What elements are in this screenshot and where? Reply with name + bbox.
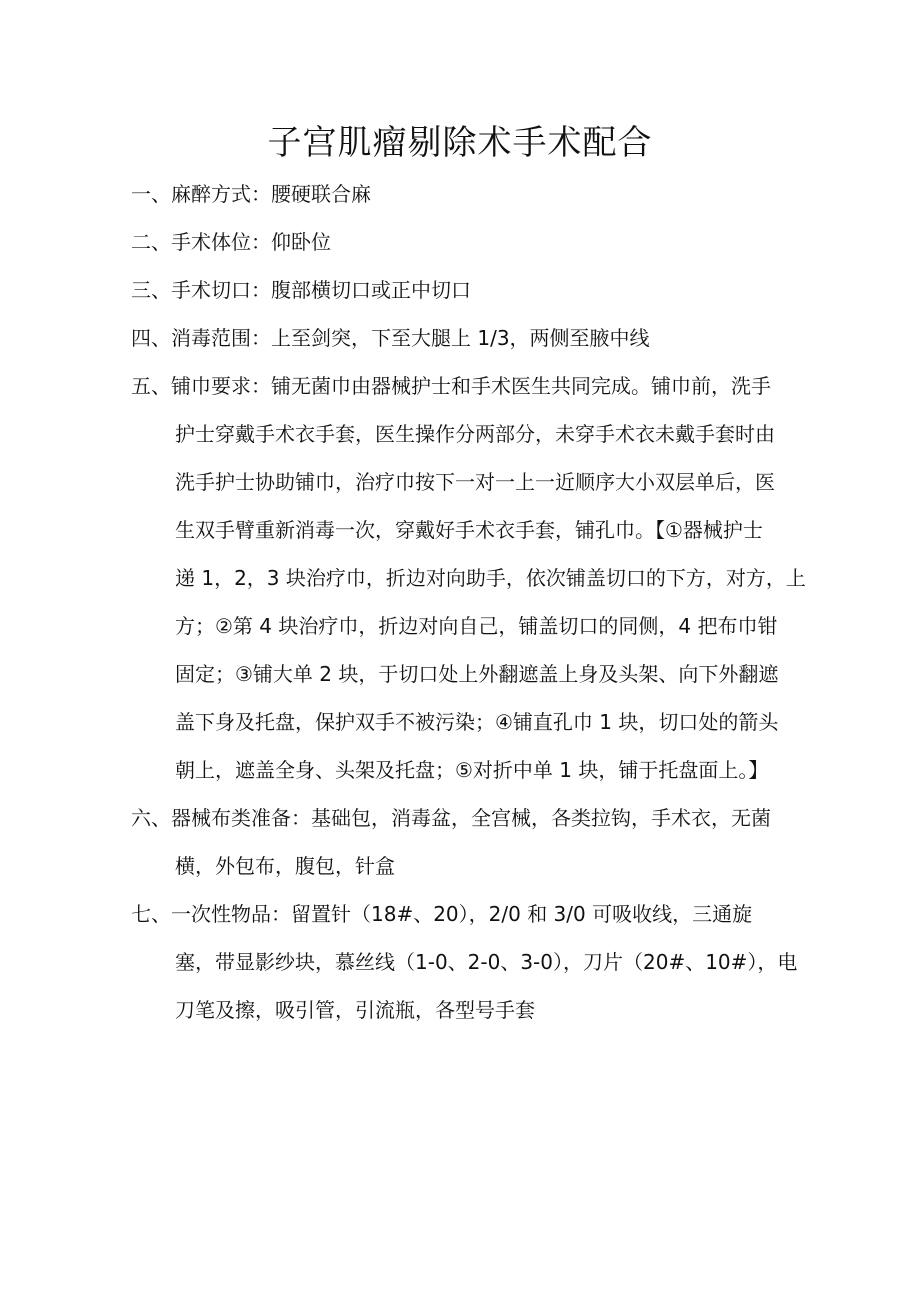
item-text: 一次性物品：留置针（18#、20），2/0 和 3/0 可吸收线，三通旋	[171, 902, 753, 926]
item-number: 四、	[131, 326, 171, 350]
item-text: 麻醉方式：腰硬联合麻	[171, 182, 371, 206]
list-item-anesthesia	[131, 170, 791, 218]
item-text: 固定；③铺大单 2 块，于切口处上外翻遮盖上身及头架、向下外翻遮	[175, 662, 779, 686]
list-item-disposables	[131, 890, 798, 1034]
item-text: 护士穿戴手术衣手套，医生操作分两部分，未穿手术衣未戴手套时由	[175, 422, 775, 446]
item-text: 手术体位：仰卧位	[171, 230, 331, 254]
list-item-disinfection	[131, 314, 791, 362]
item-text: 递 1，2，3 块治疗巾，折边对向助手，依次铺盖切口的下方，对方，上	[175, 566, 806, 590]
item-text: 塞，带显影纱块，慕丝线（1-0、2-0、3-0），刀片（20#、10#），电	[175, 950, 798, 974]
item-number: 三、	[131, 278, 171, 302]
item-text: 消毒范围：上至剑突，下至大腿上 1/3，两侧至腋中线	[171, 326, 650, 350]
item-number: 五、	[131, 374, 171, 398]
item-number: 一、	[131, 182, 171, 206]
list-item-draping	[131, 362, 806, 794]
item-text: 器械布类准备：基础包，消毒盆，全宫械，各类拉钩，手术衣，无菌	[171, 806, 771, 830]
document-title: 子宫肌瘤剔除术手术配合	[267, 123, 653, 163]
item-text: 方；②第 4 块治疗巾，折边对向自己，铺盖切口的同侧，4 把布巾钳	[175, 614, 778, 638]
item-number: 二、	[131, 230, 171, 254]
item-text: 铺巾要求：铺无菌巾由器械护士和手术医生共同完成。铺巾前，洗手	[171, 374, 771, 398]
item-text: 横，外包布，腹包，针盒	[175, 854, 395, 878]
document-body	[131, 170, 806, 1034]
item-text: 朝上，遮盖全身、头架及托盘；⑤对折中单 1 块，铺于托盘面上。】	[175, 758, 769, 782]
item-number: 六、	[131, 806, 171, 830]
item-text: 生双手臂重新消毒一次，穿戴好手术衣手套，铺孔巾。【①器械护士	[175, 518, 763, 542]
item-text: 手术切口：腹部横切口或正中切口	[171, 278, 471, 302]
item-text: 洗手护士协助铺巾，治疗巾按下一对一上一近顺序大小双层单后，医	[175, 470, 775, 494]
list-item-incision	[131, 266, 791, 314]
list-item-position	[131, 218, 791, 266]
item-text: 盖下身及托盘，保护双手不被污染；④铺直孔巾 1 块，切口处的箭头	[175, 710, 779, 734]
item-text: 刀笔及擦，吸引管，引流瓶，各型号手套	[175, 998, 535, 1022]
list-item-instruments	[131, 794, 791, 890]
item-number: 七、	[131, 902, 171, 926]
